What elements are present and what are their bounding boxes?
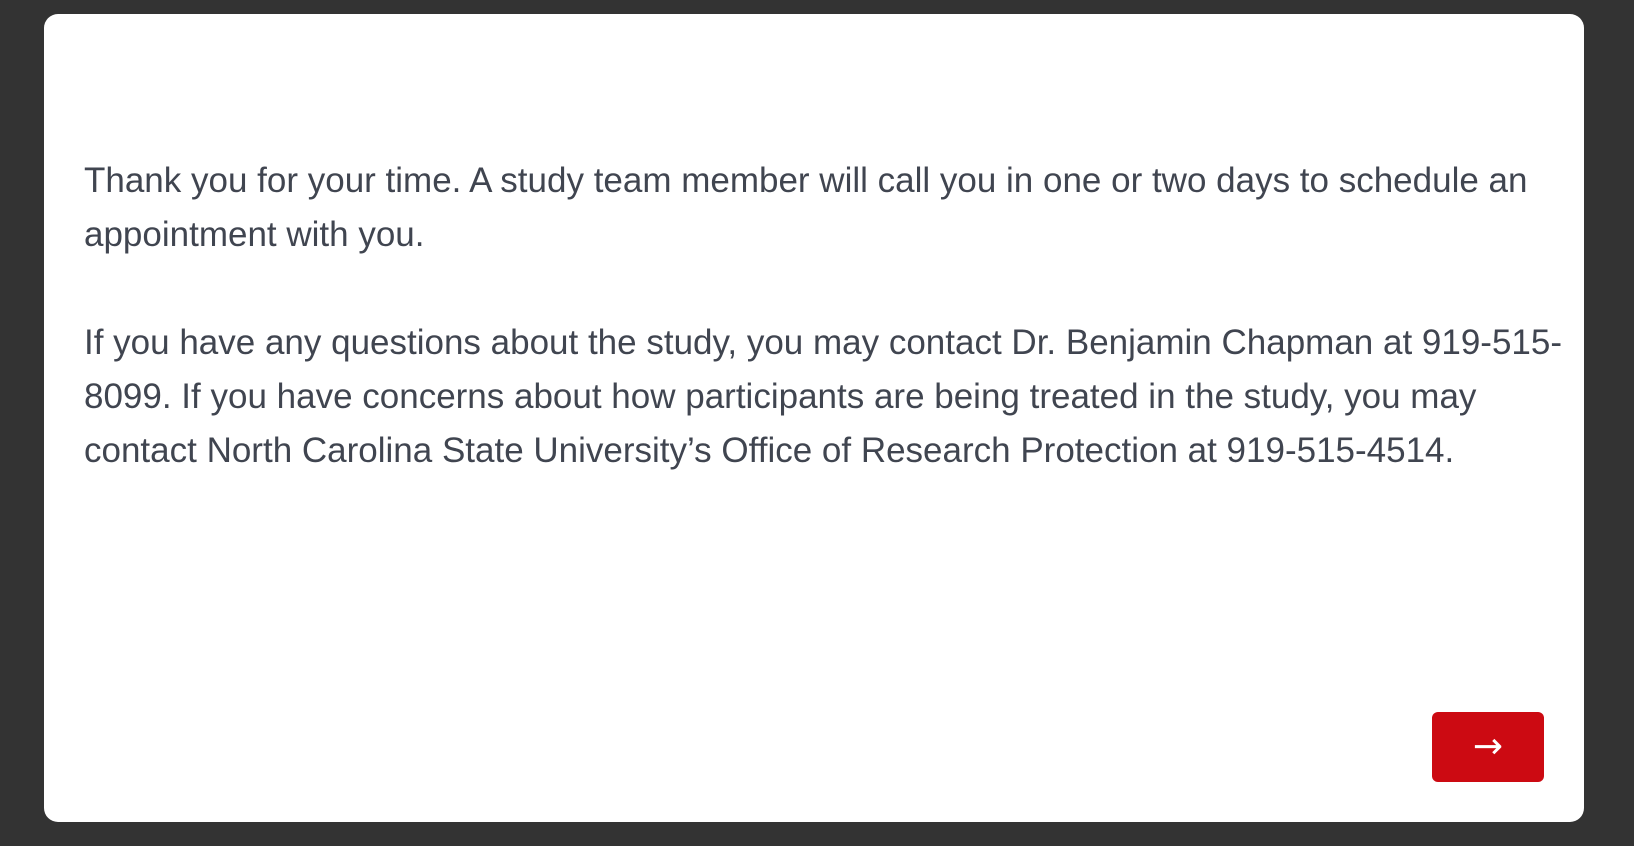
arrow-right-icon: →: [1472, 726, 1504, 767]
contact-paragraph: If you have any questions about the study, you may contact Dr. Benjamin Chapman at 919-515-8099. If you have concerns about how participants are being treated in the study, you may contact North Carolina State University’s Office of Research Protection at 919-515-4514.: [84, 323, 1562, 470]
survey-message: [84, 154, 1564, 532]
thank-you-paragraph: Thank you for your time. A study team member will call you in one or two days to schedule an appointment with you.: [84, 161, 1528, 254]
survey-card: [44, 14, 1584, 822]
next-button[interactable]: [1432, 712, 1544, 782]
